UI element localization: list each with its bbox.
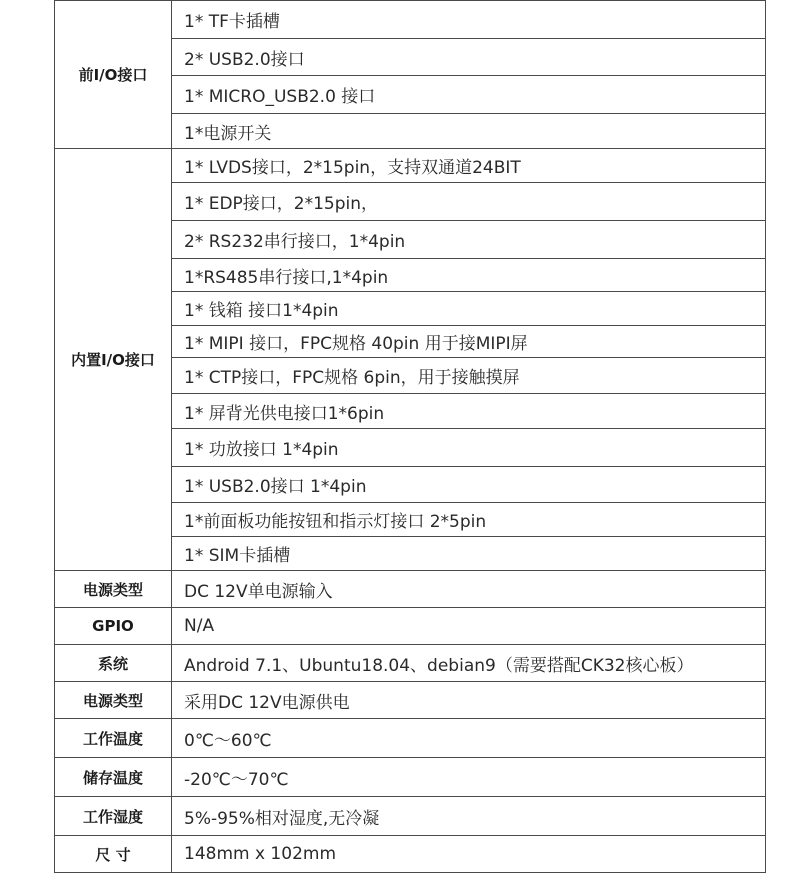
front-io-item: 1*电源开关 xyxy=(172,114,766,149)
table-row xyxy=(55,797,766,836)
table-row xyxy=(55,836,766,873)
internal-io-item: 1* MIPI 接口，FPC规格 40pin 用于接MIPI屏 xyxy=(172,326,766,358)
table-row xyxy=(55,608,766,645)
internal-io-item: 1* USB2.0接口 1*4pin xyxy=(172,467,766,503)
table-row xyxy=(55,758,766,797)
operating-temp-label: 工作温度 xyxy=(55,719,172,758)
internal-io-item: 1* CTP接口，FPC规格 6pin，用于接触摸屏 xyxy=(172,358,766,394)
front-io-item: 1* MICRO_USB2.0 接口 xyxy=(172,76,766,114)
internal-io-item: 2* RS232串行接口，1*4pin xyxy=(172,221,766,259)
storage-temp-value: -20℃～70℃ xyxy=(172,758,766,797)
table-row xyxy=(55,719,766,758)
table-row xyxy=(55,1,766,39)
spec-table xyxy=(54,0,766,873)
internal-io-item: 1* 钱箱 接口1*4pin xyxy=(172,292,766,326)
table-row xyxy=(55,571,766,608)
operating-humidity-label: 工作湿度 xyxy=(55,797,172,836)
table-row xyxy=(55,149,766,183)
internal-io-item: 1* 功放接口 1*4pin xyxy=(172,429,766,467)
power-type-label: 电源类型 xyxy=(55,571,172,608)
dimensions-label: 尺 寸 xyxy=(55,836,172,873)
front-io-item: 2* USB2.0接口 xyxy=(172,39,766,76)
storage-temp-label: 储存温度 xyxy=(55,758,172,797)
system-label: 系统 xyxy=(55,645,172,682)
gpio-value: N/A xyxy=(172,608,766,645)
system-value: Android 7.1、Ubuntu18.04、debian9（需要搭配CK32核心板） xyxy=(172,645,766,682)
internal-io-item: 1* LVDS接口，2*15pin，支持双通道24BIT xyxy=(172,149,766,183)
dimensions-value: 148mm x 102mm xyxy=(172,836,766,873)
front-io-item: 1* TF卡插槽 xyxy=(172,1,766,39)
internal-io-item: 1*前面板功能按钮和指示灯接口 2*5pin xyxy=(172,503,766,537)
internal-io-item: 1* SIM卡插槽 xyxy=(172,537,766,571)
table-row xyxy=(55,645,766,682)
internal-io-item: 1* EDP接口，2*15pin， xyxy=(172,183,766,221)
power-supply-label: 电源类型 xyxy=(55,682,172,719)
operating-temp-value: 0℃～60℃ xyxy=(172,719,766,758)
gpio-label: GPIO xyxy=(55,608,172,645)
internal-io-item: 1* 屏背光供电接口1*6pin xyxy=(172,394,766,429)
power-type-value: DC 12V单电源输入 xyxy=(172,571,766,608)
front-io-label: 前I/O接口 xyxy=(55,1,172,149)
operating-humidity-value: 5%-95%相对湿度,无冷凝 xyxy=(172,797,766,836)
power-supply-value: 采用DC 12V电源供电 xyxy=(172,682,766,719)
table-row xyxy=(55,682,766,719)
internal-io-label: 内置I/O接口 xyxy=(55,149,172,571)
internal-io-item: 1*RS485串行接口,1*4pin xyxy=(172,259,766,292)
